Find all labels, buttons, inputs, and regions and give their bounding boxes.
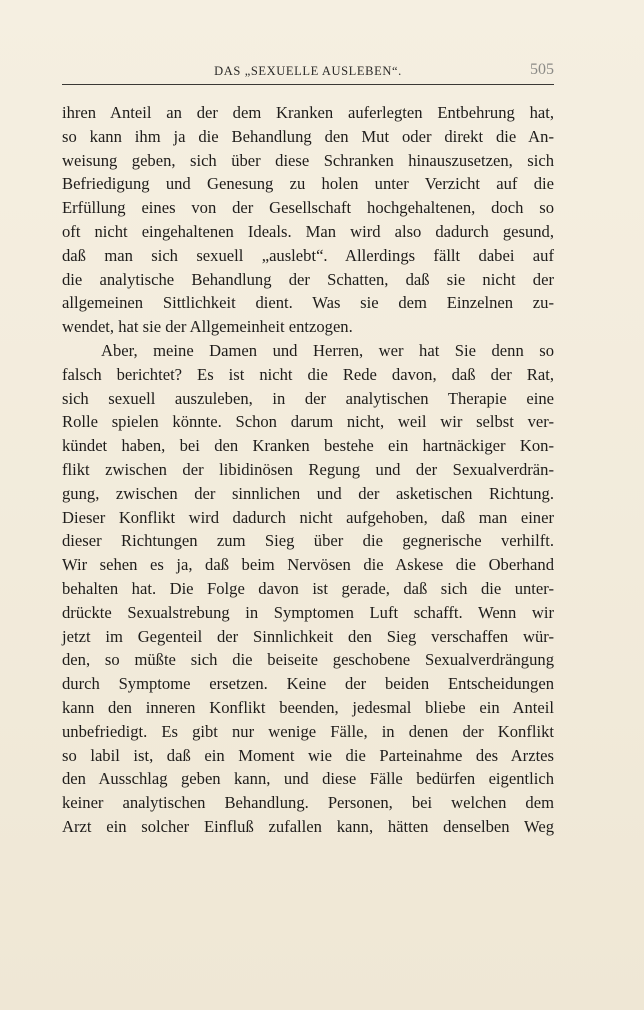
- page-number: 505: [530, 61, 554, 78]
- body-text: [62, 101, 554, 839]
- text-line: die analytische Behandlung der Schatten, daß sie nicht der: [62, 269, 554, 289]
- text-line: jetzt im Gegenteil der Sinnlichkeit den Sieg verschaffen wür-: [62, 626, 554, 646]
- text-line: so labil ist, daß ein Moment wie die Parteinahme des Arztes: [62, 745, 554, 765]
- text-line: durch Symptome ersetzen. Keine der beiden Entscheidungen: [62, 674, 554, 694]
- text-line: flikt zwischen der libidinösen Regung und der Sexualverdrän-: [62, 459, 554, 479]
- text-line: kann den inneren Konflikt beenden, jedesmal bliebe ein Anteil: [62, 697, 554, 717]
- text-line: so kann ihm ja die Behandlung den Mut oder direkt die An-: [62, 126, 554, 146]
- text-line: keiner analytischen Behandlung. Personen, bei welchen dem: [62, 793, 554, 813]
- text-line: dieser Richtungen zum Sieg über die gegnerische verhilft.: [62, 531, 554, 551]
- text-line: behalten hat. Die Folge davon ist gerade, daß sich die unter-: [62, 578, 554, 598]
- text-line: Wir sehen es ja, daß beim Nervösen die Askese die Oberhand: [62, 555, 554, 575]
- text-line: den Ausschlag geben kann, und diese Fälle bedürfen eigentlich: [62, 769, 554, 789]
- text-line: weisung geben, sich über diese Schranken hinauszusetzen, sich: [62, 150, 554, 170]
- text-line: Befriedigung und Genesung zu holen unter Verzicht auf die: [62, 174, 554, 194]
- page-header: [62, 61, 554, 85]
- text-line: oft nicht eingehaltenen Ideals. Man wird also dadurch gesund,: [62, 221, 554, 241]
- text-line: allgemeinen Sittlichkeit dient. Was sie dem Einzelnen zu-: [62, 293, 554, 313]
- text-line: den, so müßte sich die beiseite geschobene Sexualverdrängung: [62, 650, 554, 670]
- paragraph-end-line: wendet, hat sie der Allgemeinheit entzogen.: [62, 317, 353, 337]
- running-title: DAS „SEXUELLE AUSLEBEN“.: [214, 64, 402, 78]
- text-line: kündet haben, bei den Kranken bestehe ein hartnäckiger Kon-: [62, 436, 554, 456]
- text-line: Erfüllung eines von der Gesellschaft hochgehaltenen, doch so: [62, 198, 554, 218]
- text-line: Rolle spielen könnte. Schon darum nicht, weil wir selbst ver-: [62, 412, 554, 432]
- text-line: drückte Sexualstrebung in Symptomen Luft schafft. Wenn wir: [62, 602, 554, 622]
- text-line: gung, zwischen der sinnlichen und der asketischen Richtung.: [62, 483, 554, 503]
- text-line: Dieser Konflikt wird dadurch nicht aufgehoben, daß man einer: [62, 507, 554, 527]
- text-line: ihren Anteil an der dem Kranken auferlegten Entbehrung hat,: [62, 103, 554, 122]
- header-rule: [62, 84, 554, 85]
- text-line: sich sexuell auszuleben, in der analytischen Therapie eine: [62, 388, 554, 408]
- paragraph-start-line: Aber, meine Damen und Herren, wer hat Sie denn so: [101, 340, 554, 360]
- text-line: Arzt ein solcher Einfluß zufallen kann, hätten denselben Weg: [62, 816, 554, 836]
- text-line: falsch berichtet? Es ist nicht die Rede davon, daß der Rat,: [62, 364, 554, 384]
- text-line: daß man sich sexuell „auslebt“. Allerdings fällt dabei auf: [62, 245, 554, 265]
- text-line: unbefriedigt. Es gibt nur wenige Fälle, in denen der Konflikt: [62, 721, 554, 741]
